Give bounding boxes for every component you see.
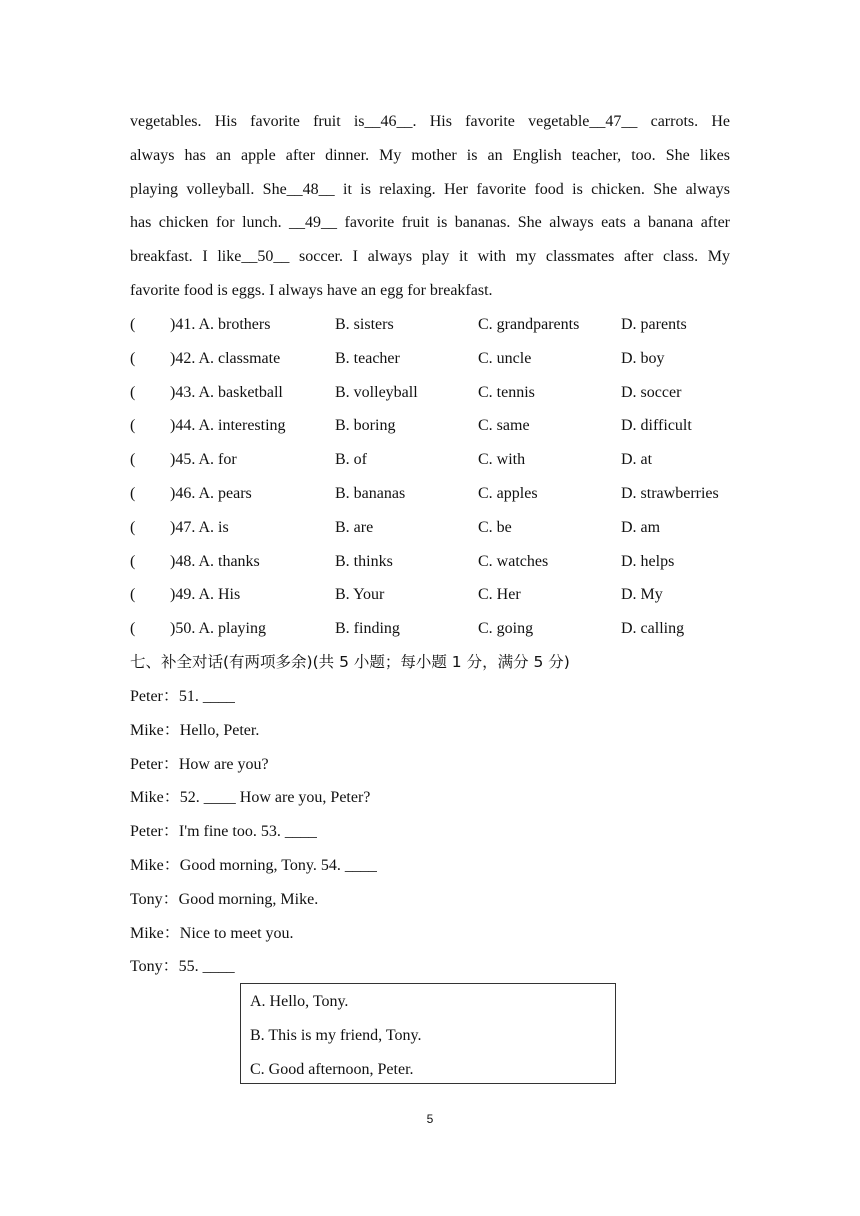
question-option-c: C. with	[478, 451, 526, 469]
answer-paren: (	[130, 620, 136, 638]
question-list	[130, 308, 750, 646]
answer-paren: (	[130, 586, 136, 604]
question-row	[130, 342, 750, 376]
dialog-line: Mike：52. ____ How are you, Peter?	[130, 789, 371, 807]
question-row	[130, 477, 750, 511]
question-option-b: B. are	[335, 518, 374, 536]
passage-line: favorite food is eggs. I always have an egg for breakfast.	[130, 281, 493, 299]
passage-line: has chicken for lunch. __49__ favorite fruit is bananas. She always eats a banana after	[130, 214, 730, 232]
dialog-line: Tony：55. ____	[130, 958, 235, 976]
dialog-line: Peter：51. ____	[130, 688, 235, 705]
question-option-a: )42. A. classmate	[170, 349, 281, 367]
dialog-line: Peter：I'm fine too. 53. ____	[130, 823, 317, 841]
dialog-line: Mike：Good morning, Tony. 54. ____	[130, 856, 377, 874]
question-option-d: D. difficult	[621, 417, 692, 435]
question-row	[130, 545, 750, 579]
question-option-c: C. Her	[478, 586, 521, 604]
question-option-d: D. helps	[621, 552, 675, 570]
question-option-a: )41. A. brothers	[170, 316, 271, 333]
question-option-a: )44. A. interesting	[170, 417, 286, 435]
dialog-option: C. Good afternoon, Peter.	[250, 1060, 414, 1078]
question-row	[130, 578, 750, 612]
question-option-d: D. soccer	[621, 383, 682, 401]
question-option-d: D. strawberries	[621, 484, 719, 502]
question-option-d: D. calling	[621, 620, 685, 638]
passage-line: playing volleyball. She__48__ it is relaxing. Her favorite food is chicken. She always	[130, 180, 730, 198]
dialog-line: Mike：Hello, Peter.	[130, 721, 260, 739]
question-row	[130, 376, 750, 410]
question-option-b: B. of	[335, 451, 367, 469]
question-option-a: )49. A. His	[170, 586, 241, 604]
question-row	[130, 443, 750, 477]
question-row	[130, 409, 750, 443]
question-option-b: B. bananas	[335, 484, 406, 502]
passage-line: always has an apple after dinner. My mother is an English teacher, too. She likes	[130, 146, 730, 164]
answer-paren: (	[130, 518, 136, 536]
dialog-line: Peter：How are you?	[130, 755, 269, 773]
question-option-c: C. apples	[478, 484, 538, 502]
question-option-a: )50. A. playing	[170, 620, 266, 638]
question-row	[130, 308, 750, 342]
question-row	[130, 612, 750, 646]
passage-line: vegetables. His favorite fruit is__46__. His favorite vegetable__47__ carrots. He	[130, 113, 730, 130]
question-option-b: B. thinks	[335, 552, 393, 570]
passage-line: breakfast. I like__50__ soccer. I always play it with my classmates after class. My	[130, 248, 730, 266]
dialog-line: Tony：Good morning, Mike.	[130, 890, 319, 908]
answer-paren: (	[130, 417, 136, 435]
dialog-option: A. Hello, Tony.	[250, 993, 349, 1010]
question-option-a: )48. A. thanks	[170, 552, 260, 570]
question-option-b: B. Your	[335, 586, 385, 604]
answer-paren: (	[130, 383, 136, 401]
question-option-a: )46. A. pears	[170, 484, 252, 502]
section-title: 七、补全对话(有两项多余)(共 5 小题；每小题 1 分，满分 5 分)	[130, 653, 570, 671]
question-option-b: B. volleyball	[335, 383, 418, 401]
dialog-option: B. This is my friend, Tony.	[250, 1026, 422, 1044]
answer-paren: (	[130, 451, 136, 469]
passage-paragraph	[130, 105, 730, 308]
question-option-c: C. uncle	[478, 349, 532, 367]
question-option-a: )45. A. for	[170, 451, 237, 469]
question-option-b: B. sisters	[335, 316, 394, 333]
question-option-a: )43. A. basketball	[170, 383, 283, 401]
question-option-c: C. watches	[478, 552, 549, 570]
question-option-d: D. boy	[621, 349, 665, 367]
answer-paren: (	[130, 316, 136, 333]
answer-paren: (	[130, 349, 136, 367]
question-option-c: C. going	[478, 620, 534, 638]
options-box	[240, 983, 616, 1084]
question-option-a: )47. A. is	[170, 518, 229, 536]
question-option-c: C. grandparents	[478, 316, 580, 333]
question-option-c: C. same	[478, 417, 530, 435]
question-option-b: B. teacher	[335, 349, 400, 367]
question-option-d: D. parents	[621, 316, 687, 333]
question-option-c: C. be	[478, 518, 512, 536]
question-option-b: B. boring	[335, 417, 396, 435]
question-option-d: D. My	[621, 586, 663, 604]
question-option-b: B. finding	[335, 620, 400, 638]
answer-paren: (	[130, 552, 136, 570]
question-row	[130, 511, 750, 545]
answer-paren: (	[130, 484, 136, 502]
question-option-d: D. am	[621, 518, 661, 536]
question-option-c: C. tennis	[478, 383, 535, 401]
dialog-line: Mike：Nice to meet you.	[130, 924, 294, 942]
question-option-d: D. at	[621, 451, 653, 469]
page-number: 5	[426, 1112, 434, 1126]
dialog	[130, 680, 730, 984]
